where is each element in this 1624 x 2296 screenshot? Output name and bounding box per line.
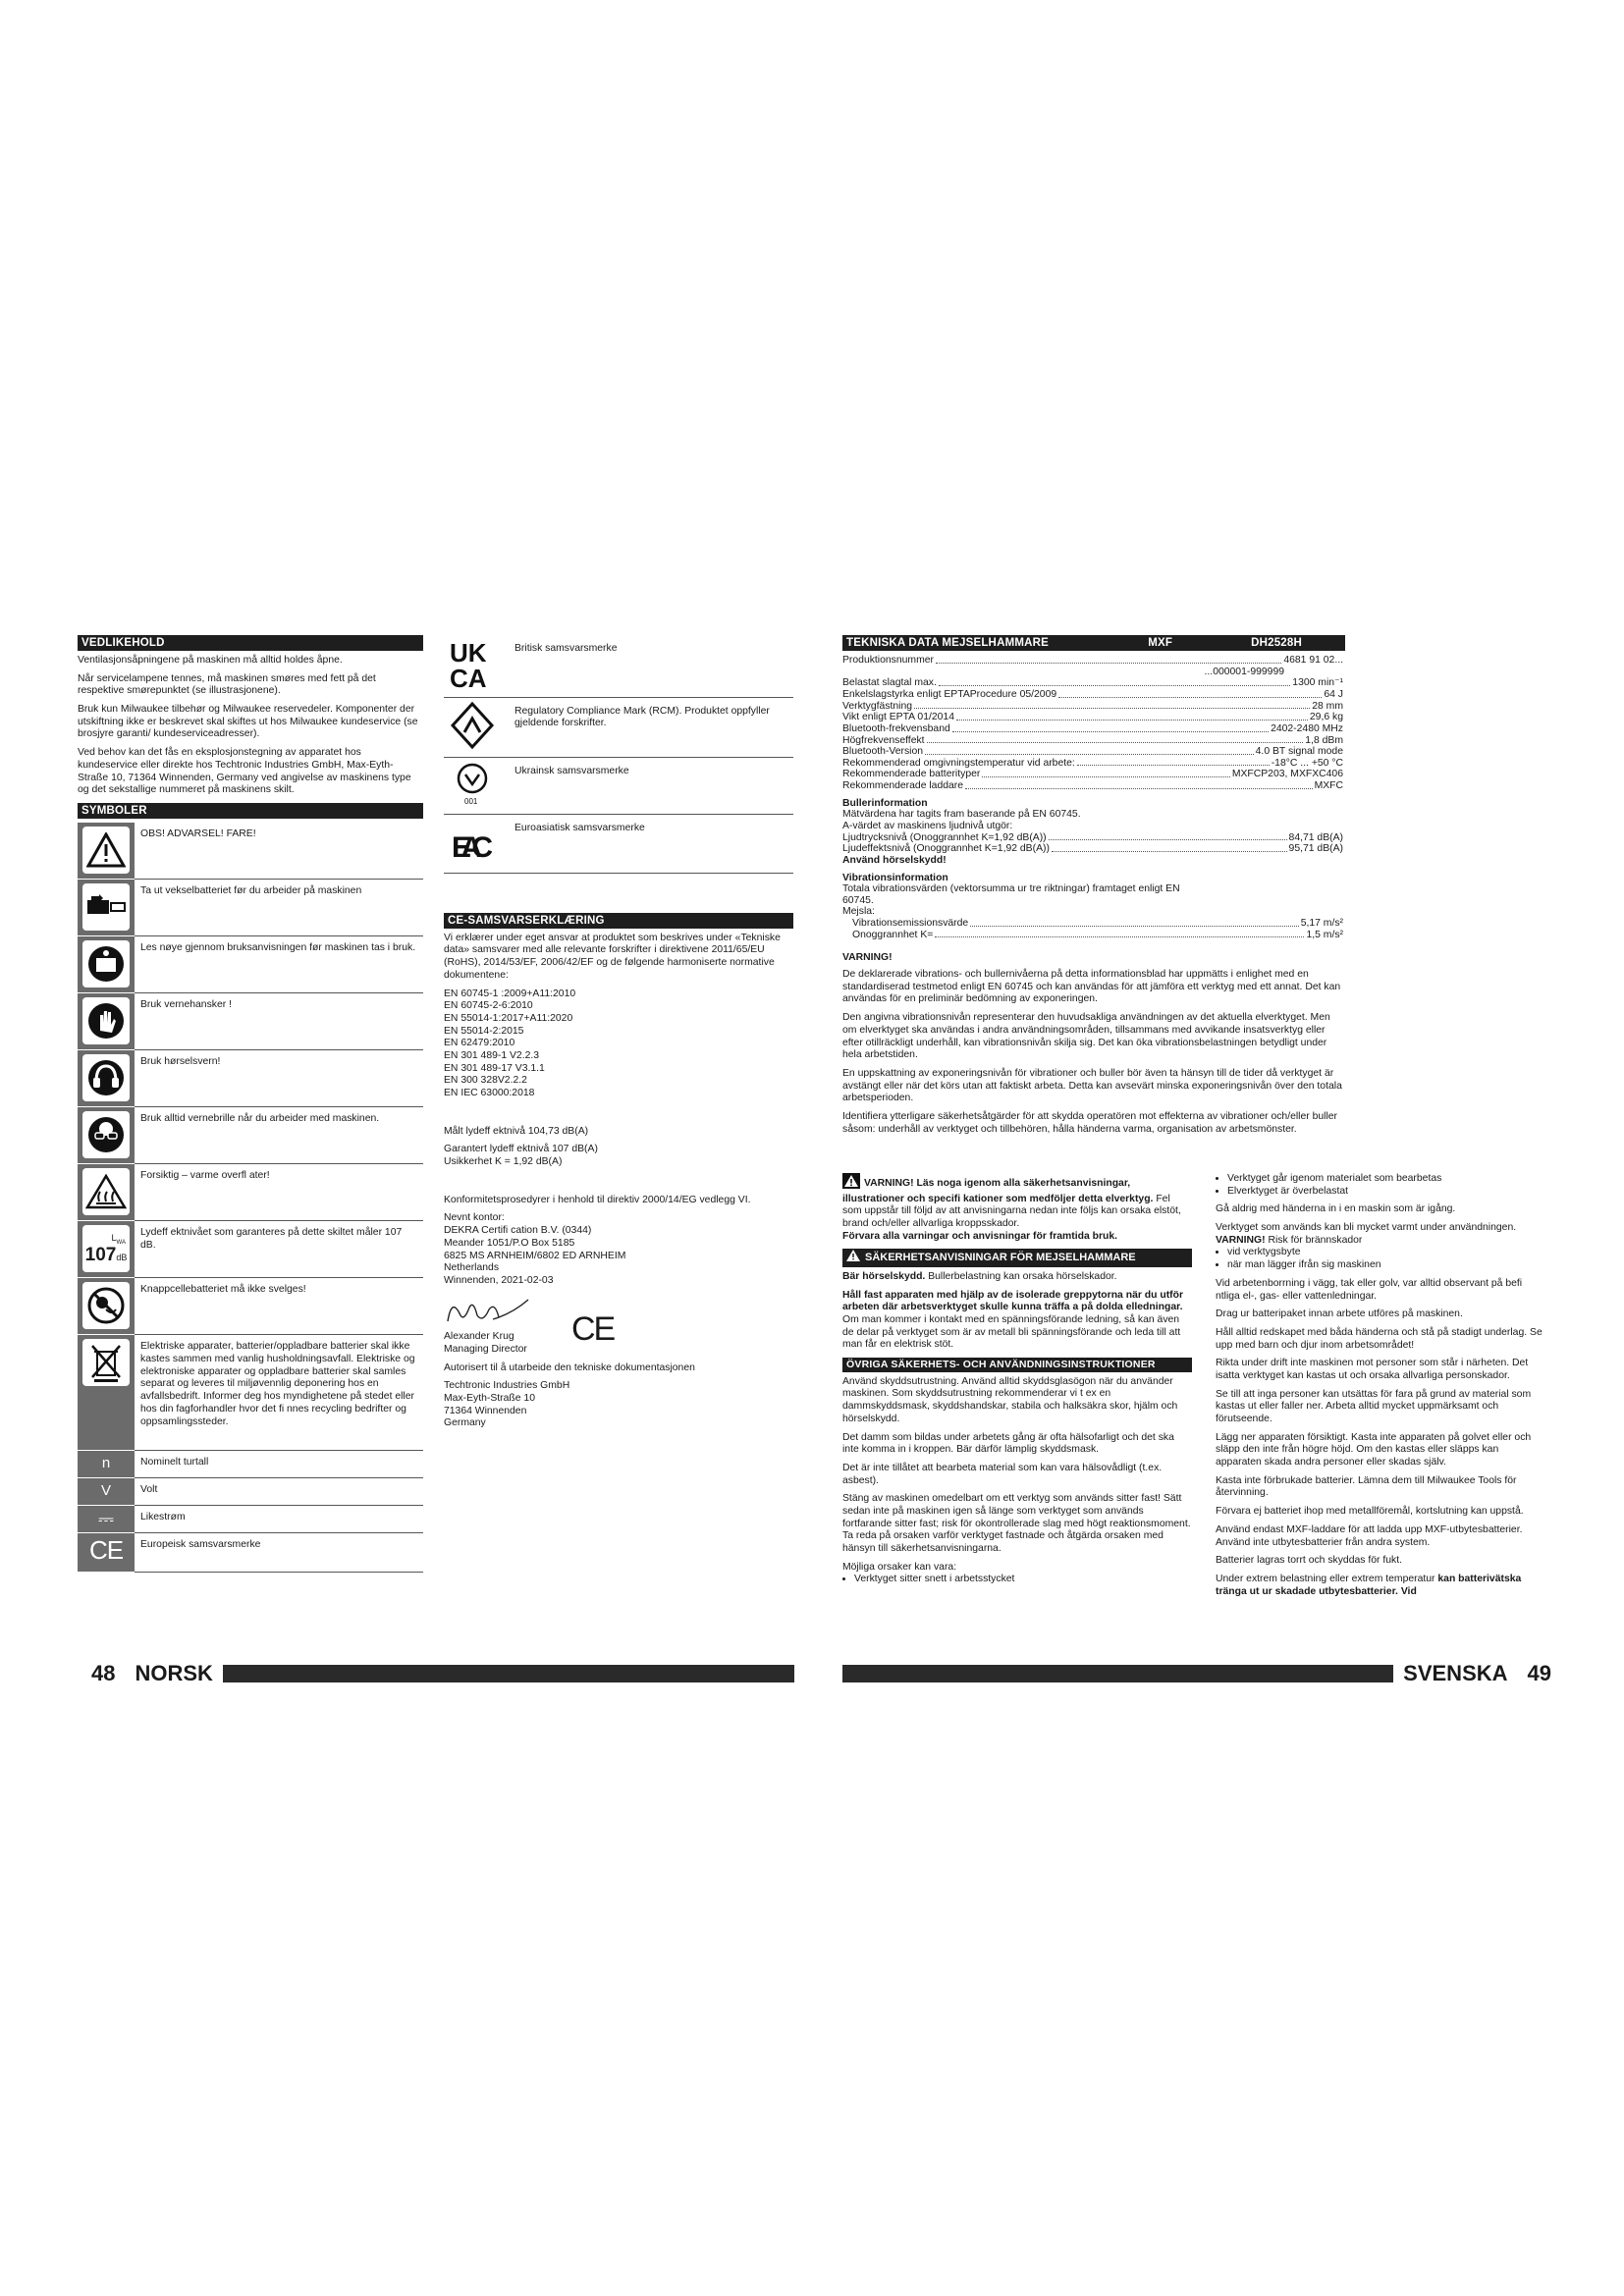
ce-procedure: Konformitetsprosedyrer i henhold til direktiv 2000/14/EG vedlegg VI. — [444, 1194, 751, 1205]
tech-data-rows — [842, 655, 1343, 792]
other-paragraph: Möjliga orsaker kan vara: — [842, 1561, 957, 1573]
hammer-p2-text: Om man kommer i kontakt med en spänningsförande ledning, så kan även de delar på verktyget som är av metall bli spänningsförande och leda till att man får en elektrisk stöt. — [842, 1313, 1181, 1351]
svg-text:CA: CA — [450, 664, 487, 689]
no-swallow-battery-icon — [82, 1282, 130, 1329]
vibration-row: Onoggrannhet K= 1,5 m/s² — [852, 929, 1343, 940]
address-line: Germany — [444, 1417, 486, 1429]
warning-triangle-icon — [82, 827, 130, 874]
noise-row: Ljudtrycksnivå (Onoggrannhet K=1,92 dB(A)) 84,71 dB(A) — [842, 831, 1343, 843]
remove-battery-icon — [82, 883, 130, 931]
symbol-text: Knappcellebatteriet må ikke svelges! — [135, 1278, 423, 1335]
tech-row: Produktionsnummer 4681 91 02... — [842, 655, 1343, 667]
list-item: • Elverktyget är överbelastat — [1227, 1186, 1545, 1199]
tech-row: Rekommenderade laddare MXFC — [842, 780, 1343, 792]
last-paragraph-bold: kan batterivätska tränga ut ur skadade utbytesbatterier. Vid — [1216, 1573, 1522, 1597]
warning-triangle-icon — [846, 1250, 860, 1265]
left-column-1 — [78, 635, 423, 1573]
tech-row: Enkelslagstyrka enligt EPTAProcedure 05/2009 64 J — [842, 688, 1343, 700]
tech-row: Rekommenderad omgivningstemperatur vid arbete: -18°C ... +50 °C — [842, 757, 1343, 769]
safety-paragraph: Gå aldrig med händerna in i en maskin som är igång. — [1216, 1203, 1456, 1215]
warning-paragraph: Den angivna vibrationsnivån representerar den huvudsakliga användningen av det aktuella elverktyget. Men om elverktyget ska användas i andra användningsområden, tillsammans med avvikande insatsverktyg eller efter otillräckligt underhåll, kan vibrationsnivån skilja sig. Det kan öka vibrationsbelastningen betydligt under hela arbetstiden. — [842, 1012, 1330, 1061]
tech-data-model-a: MXF — [1148, 637, 1173, 649]
address-line: 71364 Winnenden — [444, 1405, 527, 1416]
ce-sound-line: Garantert lydeff ektnivå 107 dB(A) — [444, 1144, 598, 1155]
list-item: • Verktyget sitter snett i arbetsstycket — [854, 1574, 1192, 1586]
hammer-paragraph — [842, 1271, 1192, 1284]
noise-title: Bullerinformation — [842, 797, 928, 809]
right-page-number: 49 — [1527, 1661, 1551, 1685]
hammer-p1-text: Bullerbelastning kan orsaka hörselskador. — [928, 1270, 1117, 1282]
vibration-sub: Mejsla: — [842, 906, 875, 918]
ce-body-line: DEKRA Certifi cation B.V. (0344) — [444, 1225, 592, 1237]
other-instructions-heading: ÖVRIGA SÄKERHETS- OCH ANVÄNDNINGSINSTRUKTIONER — [842, 1358, 1192, 1372]
safety-paragraph: Kasta inte förbrukade batterier. Lämna dem till Milwaukee Tools för återvinning. — [1216, 1474, 1517, 1499]
tech-row: Verktygfästning 28 mm — [842, 700, 1343, 712]
safety-paragraph: Verktyget som används kan bli mycket varmt under användningen. — [1216, 1222, 1517, 1234]
ce-body-line: Netherlands — [444, 1262, 500, 1274]
tech-data-title: TEKNISKA DATA MEJSELHAMMARE — [846, 637, 1050, 649]
vibration-title: Vibrationsinformation — [842, 872, 948, 883]
symbol-text: Forsiktig – varme overfl ater! — [135, 1164, 423, 1221]
symbol-text: Likestrøm — [135, 1506, 423, 1533]
ce-mark-large: CE — [571, 1310, 615, 1349]
symbol-text: OBS! ADVARSEL! FARE! — [135, 823, 423, 880]
burn-warning-title: VARNING! — [1216, 1234, 1266, 1246]
general-warning — [842, 1173, 1192, 1243]
ce-sound-line: Usikkerhet K = 1,92 dB(A) — [444, 1156, 563, 1168]
symbol-row — [78, 1278, 423, 1335]
ce-sound-line: Målt lydeff ektnivå 104,73 dB(A) — [444, 1125, 589, 1137]
symbol-row — [78, 823, 423, 880]
tech-row: Bluetooth-frekvensband 2402-2480 MHz — [842, 722, 1343, 734]
signature-block — [444, 1294, 793, 1357]
left-footer-bar — [223, 1665, 794, 1682]
hammer-safety-title: SÄKERHETSANVISNINGAR FÖR MEJSELHAMMARE — [865, 1251, 1136, 1263]
other-paragraph: Stäng av maskinen omedelbart om ett verktyg som används sitter fast! Sätt sedan inte på maskinen igen så länge som verktyget som används fortfarande sitter fast; risk för okontrollerade slag med högt reaktionsmoment. Ta reda på orsaken varför verktyget fastnade och åtgärda orsaken med hänsyn till säkerhetsanvisningarna. — [842, 1493, 1191, 1555]
left-page-number: 48 — [91, 1661, 116, 1685]
symbol-row — [78, 936, 423, 993]
symbol-row — [78, 1107, 423, 1164]
right-page-footer — [842, 1661, 1565, 1686]
list-item: • Verktyget går igenom materialet som bearbetas — [1227, 1173, 1545, 1186]
hammer-p2-bold: Håll fast apparaten med hjälp av de isolerade greppytorna när du utför arbeten där arbetsverktyget skulle kunna träffa a på dolda elledningar. — [842, 1289, 1184, 1313]
ce-intro: Vi erklærer under eget ansvar at produktet som beskrives under «Tekniske data» samsvarer med alle relevante forskrifter i direktivene 2011/65/EU (RoHS), 2014/53/EF, 2006/42/EF og de følgende harmoniserte normative dokumentene: — [444, 932, 781, 981]
sound-icon-unit: dB — [116, 1252, 128, 1262]
hot-surface-icon — [82, 1168, 130, 1215]
vibration-info — [842, 873, 1343, 941]
noise-info — [842, 798, 1343, 867]
svg-text:001: 001 — [464, 797, 478, 807]
sound-icon-sub: WA — [116, 1239, 126, 1246]
ce-body-line: Winnenden, 2021-02-03 — [444, 1274, 554, 1286]
ce-standard: EN IEC 63000:2018 — [444, 1088, 535, 1099]
symbols-table — [78, 823, 423, 1574]
symbol-text: Bruk alltid vernebrille når du arbeider med maskinen. — [135, 1107, 423, 1164]
ukrainian-mark-icon — [448, 761, 507, 811]
safety-paragraph — [1216, 1574, 1545, 1598]
safety-paragraph: Drag ur batteripaket innan arbete utföres på maskinen. — [1216, 1308, 1463, 1320]
symbol-text: Ta ut vekselbatteriet før du arbeider på maskinen — [135, 880, 423, 936]
symbol-text: Nominelt turtall — [135, 1451, 423, 1478]
symbol-row — [78, 1164, 423, 1221]
last-paragraph-text: Under extrem belastning eller extrem temperatur — [1216, 1573, 1435, 1584]
symbol-text: Bruk hørselsvern! — [135, 1050, 423, 1107]
ce-body-line: Nevnt kontor: — [444, 1212, 505, 1224]
safety-paragraph: Förvara ej batteriet ihop med metallföremål, kortslutning kan uppstå. — [1216, 1506, 1524, 1518]
signer-title: Managing Director — [444, 1343, 527, 1355]
ce-mark-icon: CE — [88, 1535, 124, 1566]
burn-warning-text: Risk för brännskador — [1268, 1234, 1363, 1246]
address-line: Techtronic Industries GmbH — [444, 1380, 570, 1392]
maintenance-paragraph: Når servicelampene tennes, må maskinen smøres med fett på det respektive smørepunktet (se illustrasjonene). — [78, 672, 376, 697]
warning-paragraph: En uppskattning av exponeringsnivån för vibrationer och buller bör även ta hänsyn till de tider då verktyget är avstängt eller när det körs utan att faktiskt arbeta. Detta kan avsevärt minska exponeringsnivån över den totala arbetsperioden. — [842, 1067, 1342, 1104]
right-safety-column-1 — [842, 1173, 1192, 1586]
mark-row — [444, 758, 793, 815]
ce-standard: EN 60745-1 :2009+A11:2010 — [444, 988, 576, 999]
ce-address — [444, 1380, 793, 1430]
right-safety-column-2 — [1216, 1173, 1545, 1598]
vibration-row: Vibrationsemissionsvärde 5,17 m/s² — [852, 918, 1343, 930]
ce-body-line: Meander 1051/P.O Box 5185 — [444, 1237, 575, 1249]
maintenance-paragraph: Bruk kun Milwaukee tilbehør og Milwaukee reservedeler. Komponenter der utskiftning ikke er beskrevet skal skiftes ut hos Milwaukee kundeservice (se brosjyre garanti/ kundeserviceadresser). — [78, 704, 418, 740]
svg-text:UK: UK — [450, 638, 487, 667]
burn-list — [1216, 1247, 1545, 1271]
direct-current-symbol: ⎓ — [98, 1509, 114, 1531]
symbol-row — [78, 1506, 423, 1533]
noise-sub: A-värdet av maskinens ljudnivå utgör: — [842, 820, 1013, 831]
symbol-row — [78, 1221, 423, 1278]
symbol-text: Volt — [135, 1478, 423, 1506]
left-page-language: NORSK — [135, 1661, 213, 1685]
tech-data-heading — [842, 635, 1345, 651]
tech-row: Belastat slagtal max. 1300 min⁻¹ — [842, 677, 1343, 689]
sound-icon-label: L — [111, 1233, 117, 1243]
sound-icon-value: 107 — [84, 1244, 117, 1265]
maintenance-paragraph: Ved behov kan det fås en eksplosjonstegning av apparatet hos kundeservice eller direkte hos Techtronic Industries GmbH, Max-Eyth-Straße 10, 71364 Winnenden, Germany ved angivelse av maskinens type og det sekstallige nummeret på maskinens skilt. — [78, 747, 411, 796]
mark-text: Ukrainsk samsvarsmerke — [511, 758, 793, 815]
signature-image — [444, 1294, 532, 1327]
safety-paragraph: Lägg ner apparaten försiktigt. Kasta inte apparaten på golvet eller och släpp den inte från högre höjd. Om den kastas eller släpps kan apparaten skada andra personer eller skadas själv. — [1216, 1431, 1532, 1468]
general-warning-bold: VARNING! Läs noga igenom alla säkerhetsanvisningar, illustrationer och specifi kationer som medföljer detta elverktyg. — [842, 1178, 1154, 1204]
warning-paragraph: De deklarerade vibrations- och bullernivåerna på detta informationsblad har uppmätts i enlighet med en standardiserad testmetod enligt EN 60745 och kan användas för att jämföra ett verktyg med ett annat. Det kan användas för en preliminär bedömning av exponeringen. — [842, 969, 1341, 1005]
symbol-text: Europeisk samsvarsmerke — [135, 1533, 423, 1573]
causes-list — [842, 1574, 1192, 1586]
vibration-warning-title: VARNING! — [842, 952, 893, 964]
ear-protection-icon — [82, 1054, 130, 1101]
general-warning-text: Fel som uppstår till följd av att anvisningarna nedan inte följs kan orsaka elstöt, brand och/eller allvarliga kroppsskador. — [842, 1193, 1181, 1230]
symbol-row — [78, 880, 423, 936]
crossed-bin-icon — [82, 1339, 130, 1386]
symbol-text: Bruk vernehansker ! — [135, 993, 423, 1050]
symbol-row — [78, 1050, 423, 1107]
other-paragraph: Det är inte tillåtet att bearbeta material som kan vara hälsovådligt (t.ex. asbest). — [842, 1462, 1163, 1486]
safety-goggles-icon — [82, 1111, 130, 1158]
warning-triangle-icon — [842, 1173, 860, 1194]
ce-standard: EN 300 328V2.2.2 — [444, 1075, 527, 1087]
symbol-text: Lydeff ektnivået som garanteres på dette skiltet måler 107 dB. — [135, 1221, 423, 1278]
symbol-row — [78, 1478, 423, 1506]
left-page-footer — [78, 1661, 794, 1686]
mark-row — [444, 635, 793, 697]
tech-row: Högfrekvenseffekt 1,8 dBm — [842, 734, 1343, 746]
ce-standard: EN 301 489-1 V2.2.3 — [444, 1049, 540, 1061]
ukca-mark-icon — [448, 638, 507, 694]
safety-paragraph: Rikta under drift inte maskinen mot personer som står i närheten. Det isatta verktyget kan kastas ut och orsaka allvarliga personskador. — [1216, 1358, 1529, 1381]
list-item: • när man lägger ifrån sig maskinen — [1227, 1259, 1545, 1272]
volt-symbol: V — [100, 1482, 111, 1500]
tech-data-model-b: DH2528H — [1251, 637, 1302, 649]
vibration-intro: Totala vibrationsvärden (vektorsumma ur tre riktningar) framtaget enligt EN 60745. — [842, 883, 1180, 906]
ce-standard: EN 60745-2-6:2010 — [444, 1000, 533, 1012]
right-tech-data — [842, 635, 1345, 1142]
ce-standard: EN 55014-2:2015 — [444, 1025, 524, 1037]
safety-paragraph: Vid arbetenborrning i vägg, tak eller golv, var alltid observant på befi ntliga el-, gas- eller vattenledningar. — [1216, 1277, 1523, 1302]
safety-paragraph: Håll alltid redskapet med båda händerna och stå på stadigt underlag. Se upp med barn och djur inom arbetsområdet! — [1216, 1326, 1543, 1351]
read-manual-icon — [82, 940, 130, 988]
ce-sound-values — [444, 1126, 793, 1169]
hammer-p1-bold: Bär hörselskydd. — [842, 1270, 926, 1282]
symbol-text: Les nøye gjennom bruksanvisningen før maskinen tas i bruk. — [135, 936, 423, 993]
symbol-row — [78, 1451, 423, 1478]
left-column-2 — [444, 635, 793, 1430]
hammer-safety-heading — [842, 1249, 1192, 1266]
symbol-row — [78, 993, 423, 1050]
other-paragraph: Det damm som bildas under arbetets gång är ofta hälsofarligt och det ska inte komma in i kroppen. Bär därför lämplig skyddsmask. — [842, 1431, 1174, 1456]
address-line: Max-Eyth-Straße 10 — [444, 1393, 535, 1405]
marks-table — [444, 635, 793, 874]
list-item: • vid verktygsbyte — [1227, 1247, 1545, 1259]
symbol-row — [78, 1335, 423, 1451]
safety-paragraph: Se till att inga personer kan utsättas för fara på grund av material som kastas ut eller faller ner. Arbeta alltid mycket uppmärksamt och förutseende. — [1216, 1388, 1532, 1424]
tech-row: Vikt enligt EPTA 01/2014 29,6 kg — [842, 712, 1343, 723]
ce-declaration-heading: CE-SAMSVARSERKLÆRING — [444, 913, 793, 929]
symbols-heading: SYMBOLER — [78, 803, 423, 819]
mark-text: Britisk samsvarsmerke — [511, 635, 793, 697]
sound-power-icon — [82, 1225, 130, 1272]
hammer-paragraph — [842, 1290, 1192, 1352]
symbol-row — [78, 1533, 423, 1573]
right-page-language: SVENSKA — [1403, 1661, 1508, 1685]
noise-tail: Använd hörselskydd! — [842, 854, 947, 866]
ce-standard: EN 55014-1:2017+A11:2020 — [444, 1012, 573, 1024]
gloves-icon — [82, 997, 130, 1044]
ce-authorized: Autorisert til å utarbeide den tekniske dokumentasjonen — [444, 1362, 695, 1373]
ce-notified-body — [444, 1212, 793, 1287]
maintenance-paragraph: Ventilasjonsåpningene på maskinen må alltid holdes åpne. — [78, 655, 343, 667]
noise-intro: Mätvärdena har tagits fram baserande på EN 60745. — [842, 809, 1081, 821]
right-footer-bar — [842, 1665, 1393, 1682]
tech-row: Rekommenderade batterityper MXFCP203, MXFXC406 — [842, 769, 1343, 780]
general-warning-keep: Förvara alla varningar och anvisningar för framtida bruk. — [842, 1230, 1118, 1242]
signer-name: Alexander Krug — [444, 1331, 514, 1343]
symbol-text: Elektriske apparater, batterier/oppladbare batterier skal ikke kastes sammen med vanlig husholdningsavfall. Elektriske og elektroniske apparater og oppladbare batterier skal samles separat og leveres til miljøvennlig deponering hos en avfallsbedrift. Informer deg hos myndighetene på stedet eller hos din fagforhandler hvor det fi nnes recycling bedrifter og oppsamlingssteder. — [135, 1335, 423, 1451]
vibration-warning — [842, 952, 1343, 1136]
noise-row: Ljudeffektsnivå (Onoggrannhet K=1,92 dB(A)) 95,71 dB(A) — [842, 843, 1343, 855]
ce-standard: EN 62479:2010 — [444, 1038, 515, 1049]
maintenance-heading: VEDLIKEHOLD — [78, 635, 423, 651]
tech-row: ...000001-999999 — [1204, 666, 1284, 677]
safety-paragraph: Använd endast MXF-laddare för att ladda upp MXF-utbytesbatterier. Använd inte utbytesbatterier från andra system. — [1216, 1523, 1523, 1548]
ce-body-line: 6825 MS ARNHEIM/6802 ED ARNHEIM — [444, 1250, 626, 1261]
safety-paragraph: Batterier lagras torrt och skyddas för fukt. — [1216, 1555, 1402, 1567]
mark-row — [444, 697, 793, 758]
ce-standards-list — [444, 988, 793, 1100]
burn-warning — [1216, 1235, 1545, 1248]
warning-paragraph: Identifiera ytterligare säkerhetsåtgärder för att skydda operatören mot effekterna av vibrationer och/eller buller såsom: underhåll av verktyget och tillbehören, hålla händerna varma, organisation av arbetsmönster. — [842, 1110, 1338, 1135]
ce-standard: EN 301 489-17 V3.1.1 — [444, 1062, 545, 1074]
mark-text: Euroasiatisk samsvarsmerke — [511, 815, 793, 874]
eac-mark-icon — [448, 818, 507, 870]
rated-speed-symbol: n — [101, 1455, 111, 1472]
tech-row: Bluetooth-Version 4.0 BT signal mode — [842, 746, 1343, 758]
svg-text:EAC: EAC — [452, 831, 493, 865]
causes-list-continued — [1216, 1173, 1545, 1198]
mark-text: Regulatory Compliance Mark (RCM). Produktet oppfyller gjeldende forskrifter. — [511, 697, 793, 758]
other-paragraph: Använd skyddsutrustning. Använd alltid skyddsglasögon när du använder maskinen. Som skyddsutrustning rekommenderar vi t ex en dammskyddsmask, skyddshandskar, stabila och halksäkra skor, hjälm och hörselskydd. — [842, 1375, 1178, 1424]
mark-row — [444, 815, 793, 874]
rcm-mark-icon — [448, 701, 507, 755]
